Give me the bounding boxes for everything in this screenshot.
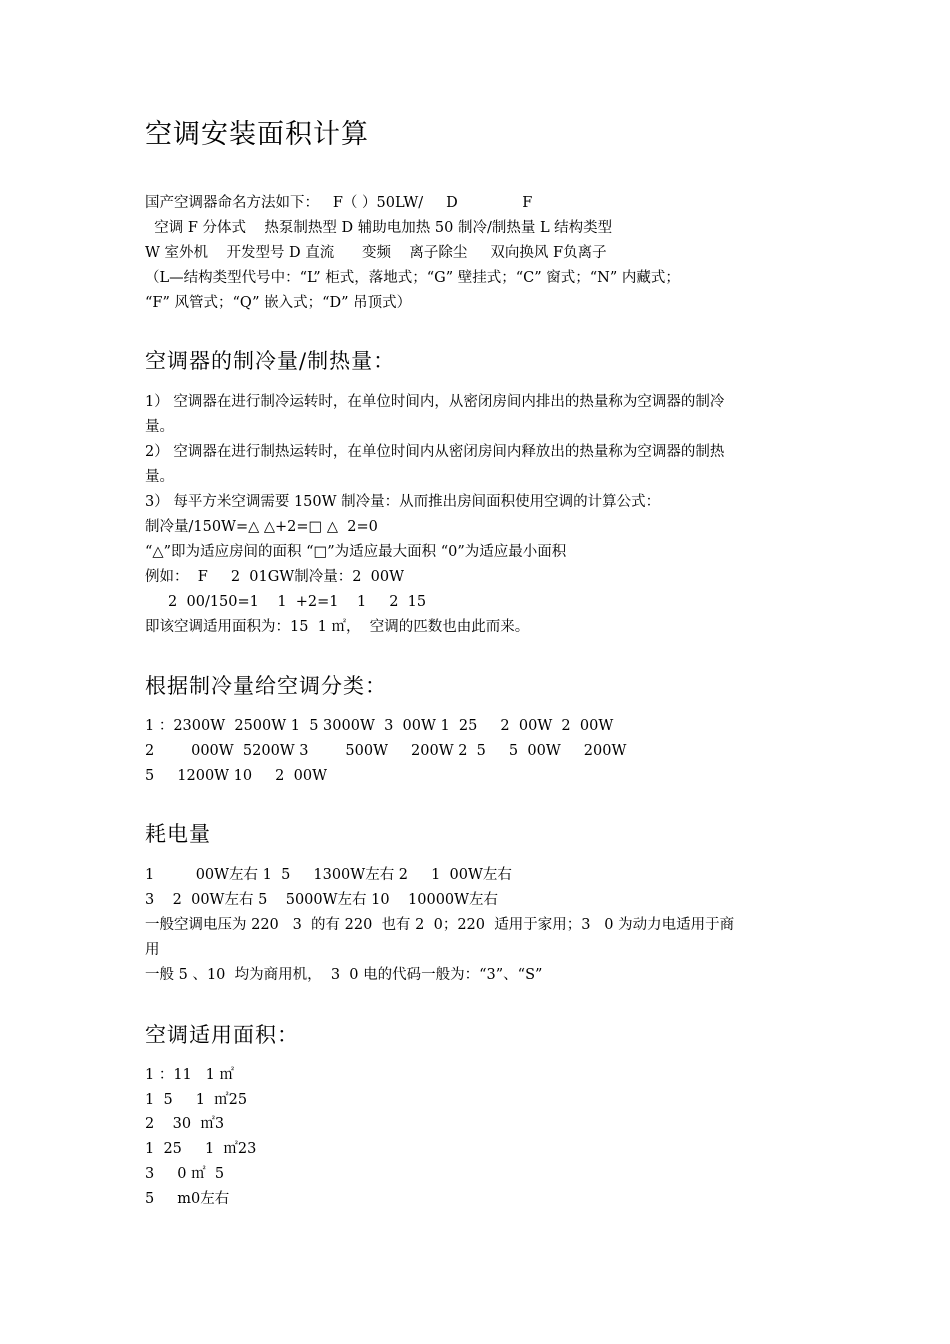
power-line: 1 00W左右 1 5 1300W左右 2 1 00W左右 [145,867,512,883]
area-line: 1 ：11 1 ㎡ [145,1067,234,1083]
power-line: 一般空调电压为 220 3 的有 220 也有 2 0；220 适用于家用；3 0 为动力电适用于商 [145,917,735,933]
power-line: 一般 5 、10 均为商用机， 3 0 电的代码一般为：“3”、“S” [145,967,543,983]
cooling-heading: 空调器的制冷量/制热量： [145,349,396,373]
classify-line: 2 000W 5200W 3 500W 200W 2 5 5 00W 200W [145,743,627,759]
cooling-line: 即该空调适用面积为：15 1 ㎡， 空调的匹数也由此而来。 [145,619,530,635]
cooling-line: 量。 [145,469,174,485]
classify-line: 1 ：2300W 2500W 1 5 3000W 3 00W 1 25 2 00W 2 00W [145,718,614,734]
naming-line: 国产空调器命名方法如下： F（ ）50LW/ D F [145,195,533,211]
cooling-line: 2） 空调器在进行制热运转时，在单位时间内从密闭房间内释放出的热量称为空调器的制热 [145,444,725,460]
naming-line: W 室外机 开发型号 D 直流 变频 离子除尘 双向换风 F负离子 [145,245,607,261]
area-heading: 空调适用面积： [145,1023,299,1047]
example-line: 2 00/150=1 1 +2=1 1 2 15 [145,594,427,610]
formula-line: 制冷量/150W=△ △+2=□ △ 2=0 [145,519,378,535]
classify-line: 5 1200W 10 2 00W [145,768,327,784]
cooling-line: “△”即为适应房间的面积 “□”为适应最大面积 “0”为适应最小面积 [145,544,567,560]
cooling-line: 1） 空调器在进行制冷运转时，在单位时间内，从密闭房间内排出的热量称为空调器的制冷 [145,394,725,410]
naming-line: “F” 风管式；“Q” 嵌入式；“D” 吊顶式） [145,295,412,311]
page-title: 空调安装面积计算 [145,119,369,150]
cooling-line: 量。 [145,419,174,435]
power-line: 用 [145,942,160,958]
example-line: 例如： F 2 01GW制冷量：2 00W [145,569,405,585]
area-line: 1 25 1 ㎡23 [145,1141,257,1157]
area-line: 3 0 ㎡ 5 [145,1166,225,1182]
area-line: 2 30 ㎡3 [145,1116,225,1132]
cooling-line: 3） 每平方米空调需要 150W 制冷量：从而推出房间面积使用空调的计算公式： [145,494,661,510]
area-line: 5 m0左右 [145,1191,230,1207]
area-line: 1 5 1 ㎡25 [145,1092,248,1108]
classify-heading: 根据制冷量给空调分类： [145,674,387,698]
power-heading: 耗电量 [145,822,211,846]
naming-line: 空调 F 分体式 热泵制热型 D 辅助电加热 50 制冷/制热量 L 结构类型 [145,220,613,236]
power-line: 3 2 00W左右 5 5000W左右 10 10000W左右 [145,892,499,908]
naming-line: （L—结构类型代号中：“L” 柜式，落地式；“G” 壁挂式；“C” 窗式；“N” 内藏式； [145,270,680,286]
